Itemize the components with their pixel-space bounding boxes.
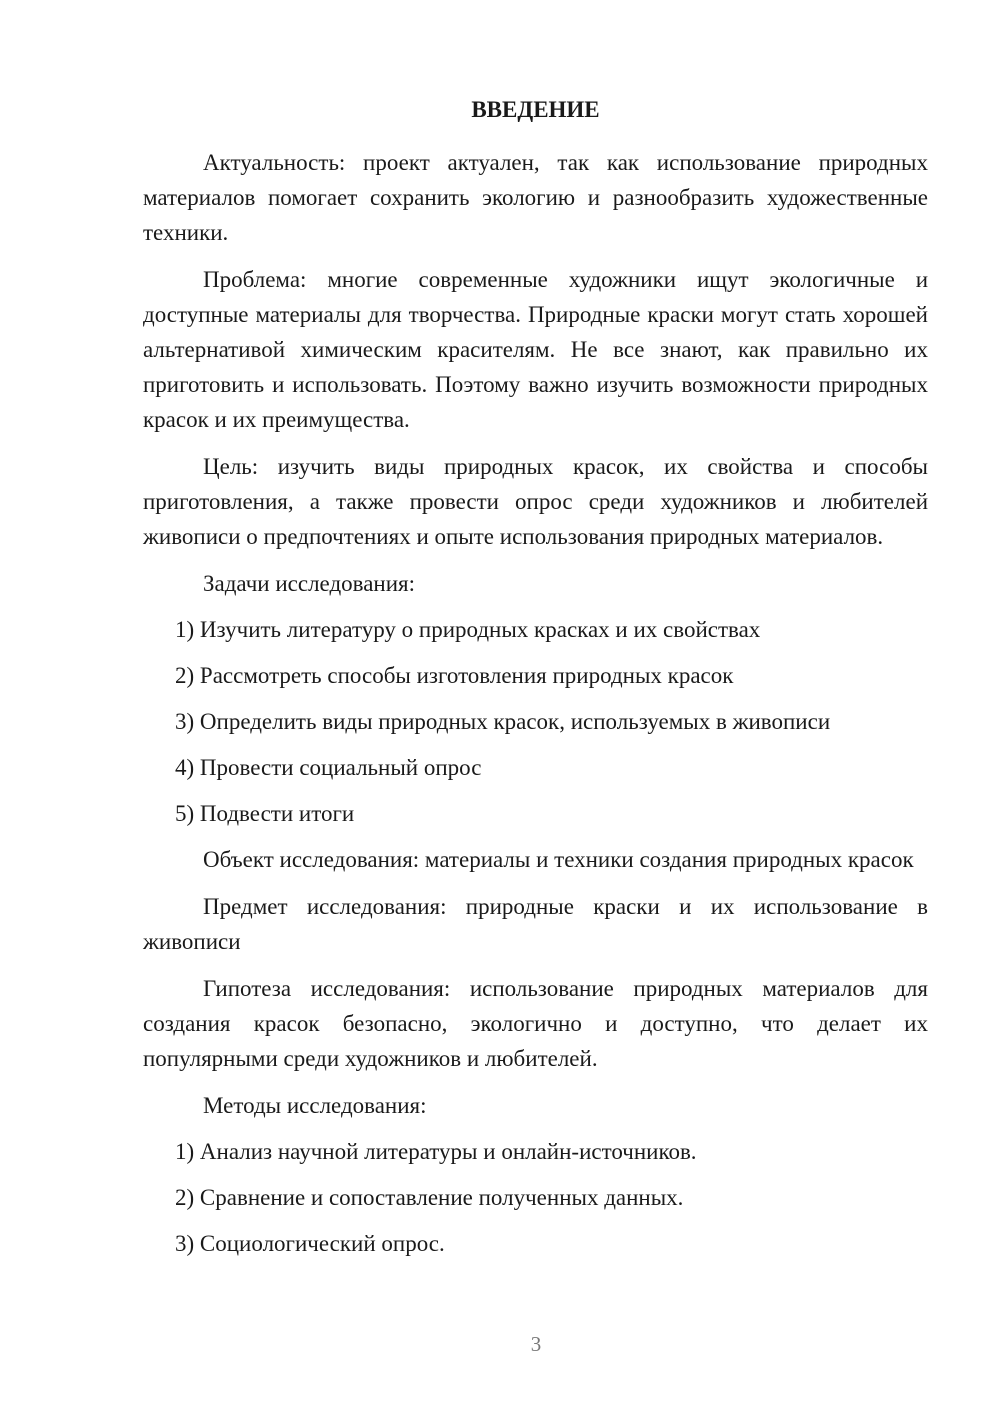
paragraph-subject: Предмет исследования: природные краски и их использование в живописи <box>143 894 928 954</box>
page-content <box>143 92 928 1261</box>
paragraph-object: Объект исследования: материалы и техники создания природных красок <box>203 847 914 872</box>
task-item: 1) Изучить литературу о природных красках и их свойствах <box>175 617 761 642</box>
task-item: 3) Определить виды природных красок, используемых в живописи <box>175 709 831 734</box>
tasks-label: Задачи исследования: <box>203 571 416 596</box>
page-number: 3 <box>530 1332 542 1356</box>
task-item: 4) Провести социальный опрос <box>175 755 482 780</box>
paragraph-problem: Проблема: многие современные художники ищут экологичные и доступные материалы для творчества. Природные краски могут стать хорошей альтернативой химическим красителям. Не все знают, как правильно их приготовить и использовать. Поэтому важно изучить возможности природных красок и их преимущества. <box>143 267 928 432</box>
paragraph-relevance: Актуальность: проект актуален, так как использование природных материалов помогает сохранить экологию и разнообразить художественные техники. <box>143 150 928 245</box>
task-item: 5) Подвести итоги <box>175 801 355 826</box>
method-item: 1) Анализ научной литературы и онлайн-источников. <box>175 1139 697 1164</box>
paragraph-hypothesis: Гипотеза исследования: использование природных материалов для создания красок безопасно, экологично и доступно, что делает их популярными среди художников и любителей. <box>143 976 928 1071</box>
method-item: 2) Сравнение и сопоставление полученных данных. <box>175 1185 684 1210</box>
task-item: 2) Рассмотреть способы изготовления природных красок <box>175 663 734 688</box>
paragraph-goal: Цель: изучить виды природных красок, их свойства и способы приготовления, а также провести опрос среди художников и любителей живописи о предпочтениях и опыте использования природных материалов. <box>143 454 928 549</box>
method-item: 3) Социологический опрос. <box>175 1231 445 1256</box>
section-heading: ВВЕДЕНИЕ <box>471 97 600 122</box>
methods-label: Методы исследования: <box>203 1093 427 1118</box>
